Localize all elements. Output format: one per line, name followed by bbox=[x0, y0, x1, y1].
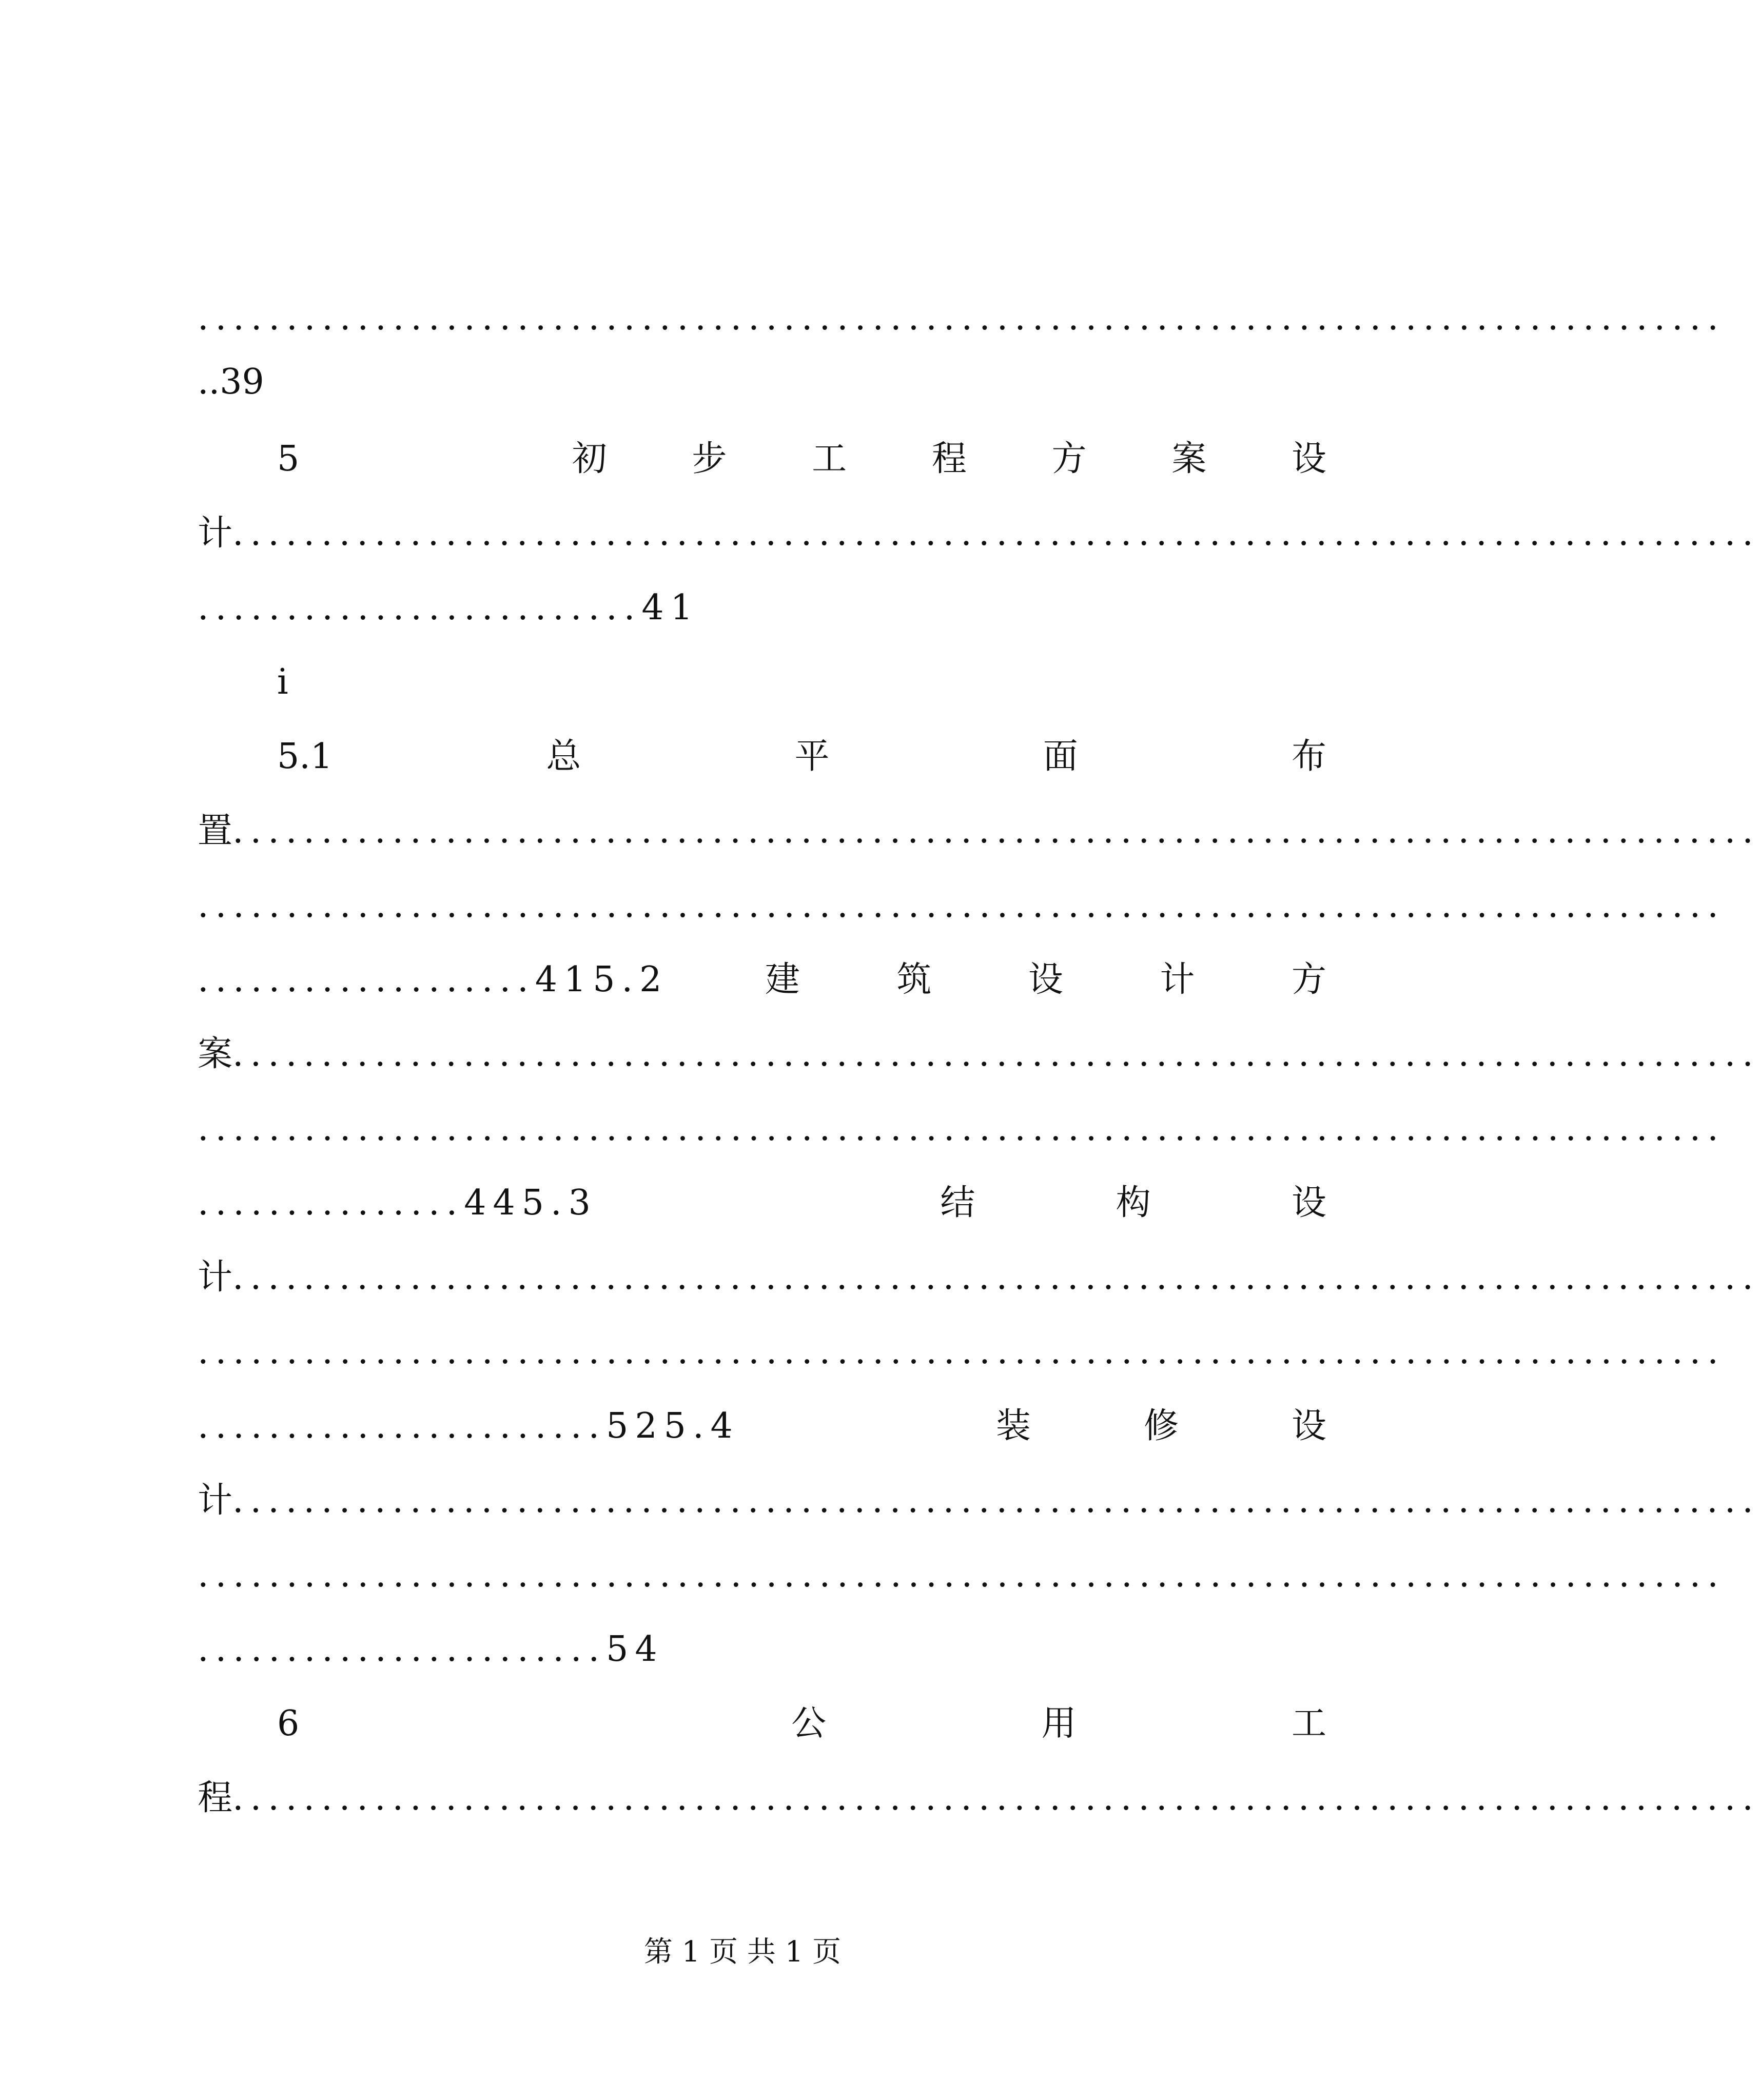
toc-heading-char: 工 bbox=[812, 439, 847, 479]
toc-dot-leader: ...................................................................................... bbox=[232, 811, 1760, 851]
page-footer: 第 1 页 共 1 页 bbox=[643, 1935, 842, 1969]
toc-heading-char: 方 bbox=[1291, 959, 1326, 1000]
toc-heading-char: 用 bbox=[1041, 1703, 1077, 1744]
toc-continuation bbox=[198, 803, 1760, 859]
toc-heading-char: 设 bbox=[1291, 1183, 1326, 1223]
toc-heading-char: 面 bbox=[1043, 736, 1078, 777]
toc-dot-leader: ...................................................................................... bbox=[198, 1108, 1725, 1149]
toc-dot-leader: ...................................................................................... bbox=[232, 513, 1760, 554]
toc-heading-char: 装 bbox=[995, 1406, 1031, 1446]
toc-dot-leader: ...................................................................................... bbox=[198, 1555, 1725, 1595]
toc-heading-number: 5 bbox=[277, 439, 300, 479]
toc-page-number: .......................525.4 bbox=[198, 1406, 739, 1446]
toc-heading-char: 构 bbox=[1116, 1183, 1151, 1223]
toc-continuation bbox=[198, 1770, 1760, 1827]
toc-dot-leader: ...................................................................................... bbox=[232, 1257, 1760, 1298]
toc-dot-leader: ...................................................................................... bbox=[198, 1331, 1725, 1372]
toc-heading-char: 计 bbox=[198, 1480, 233, 1521]
toc-heading-number: 5.1 bbox=[277, 736, 333, 777]
toc-heading-char: 结 bbox=[940, 1183, 975, 1223]
toc-heading-5-3 bbox=[198, 1175, 1326, 1231]
toc-heading-5-2 bbox=[198, 952, 1326, 1008]
toc-heading-char: 案 bbox=[198, 1034, 233, 1074]
toc-continuation bbox=[198, 505, 1760, 562]
toc-heading-char: 置 bbox=[198, 811, 233, 851]
toc-page-number: ...................415.2 bbox=[198, 959, 669, 1000]
toc-heading-char: 设 bbox=[1291, 1406, 1326, 1446]
toc-heading-char: 步 bbox=[692, 439, 727, 479]
toc-heading-char: 筑 bbox=[896, 959, 932, 1000]
toc-roman-numeral: i bbox=[277, 662, 288, 702]
toc-heading-char: 总 bbox=[546, 736, 581, 777]
toc-heading-char: 修 bbox=[1143, 1406, 1179, 1446]
toc-continuation bbox=[198, 1473, 1760, 1529]
toc-page-number: .......................54 bbox=[198, 1629, 664, 1670]
toc-heading-char: 计 bbox=[198, 513, 233, 554]
toc-continuation bbox=[198, 1249, 1760, 1306]
toc-heading-6 bbox=[277, 1696, 1326, 1752]
toc-heading-5-1 bbox=[277, 729, 1326, 785]
toc-heading-char: 计 bbox=[1160, 959, 1195, 1000]
toc-heading-char: 程 bbox=[198, 1778, 233, 1818]
toc-heading-char: 初 bbox=[572, 439, 607, 479]
toc-heading-char: 布 bbox=[1291, 736, 1326, 777]
toc-page-number: .........................41 bbox=[198, 587, 699, 628]
toc-heading-char: 计 bbox=[198, 1257, 233, 1298]
toc-heading-char: 设 bbox=[1291, 439, 1326, 479]
toc-continuation bbox=[198, 1026, 1760, 1083]
toc-heading-char: 设 bbox=[1028, 959, 1063, 1000]
toc-page-number: ..39 bbox=[198, 362, 264, 402]
toc-heading-char: 建 bbox=[765, 959, 800, 1000]
toc-heading-number: 6 bbox=[277, 1703, 300, 1744]
toc-dot-leader: ...................................................................................... bbox=[232, 1034, 1760, 1074]
toc-heading-char: 工 bbox=[1291, 1703, 1326, 1744]
toc-heading-5-4 bbox=[198, 1398, 1326, 1455]
toc-dot-leader: ...................................................................................... bbox=[198, 885, 1725, 926]
toc-dot-leader: ...................................................................................... bbox=[198, 298, 1725, 338]
toc-page-number: ...............445.3 bbox=[198, 1183, 597, 1223]
toc-heading-char: 程 bbox=[931, 439, 967, 479]
toc-heading-char: 平 bbox=[794, 736, 830, 777]
toc-dot-leader: ...................................................................................... bbox=[232, 1480, 1760, 1521]
toc-heading-char: 公 bbox=[791, 1703, 827, 1744]
toc-dot-leader: ...................................................................................... bbox=[232, 1778, 1760, 1818]
toc-heading-5 bbox=[277, 431, 1326, 487]
toc-heading-char: 方 bbox=[1051, 439, 1087, 479]
toc-heading-char: 案 bbox=[1171, 439, 1207, 479]
